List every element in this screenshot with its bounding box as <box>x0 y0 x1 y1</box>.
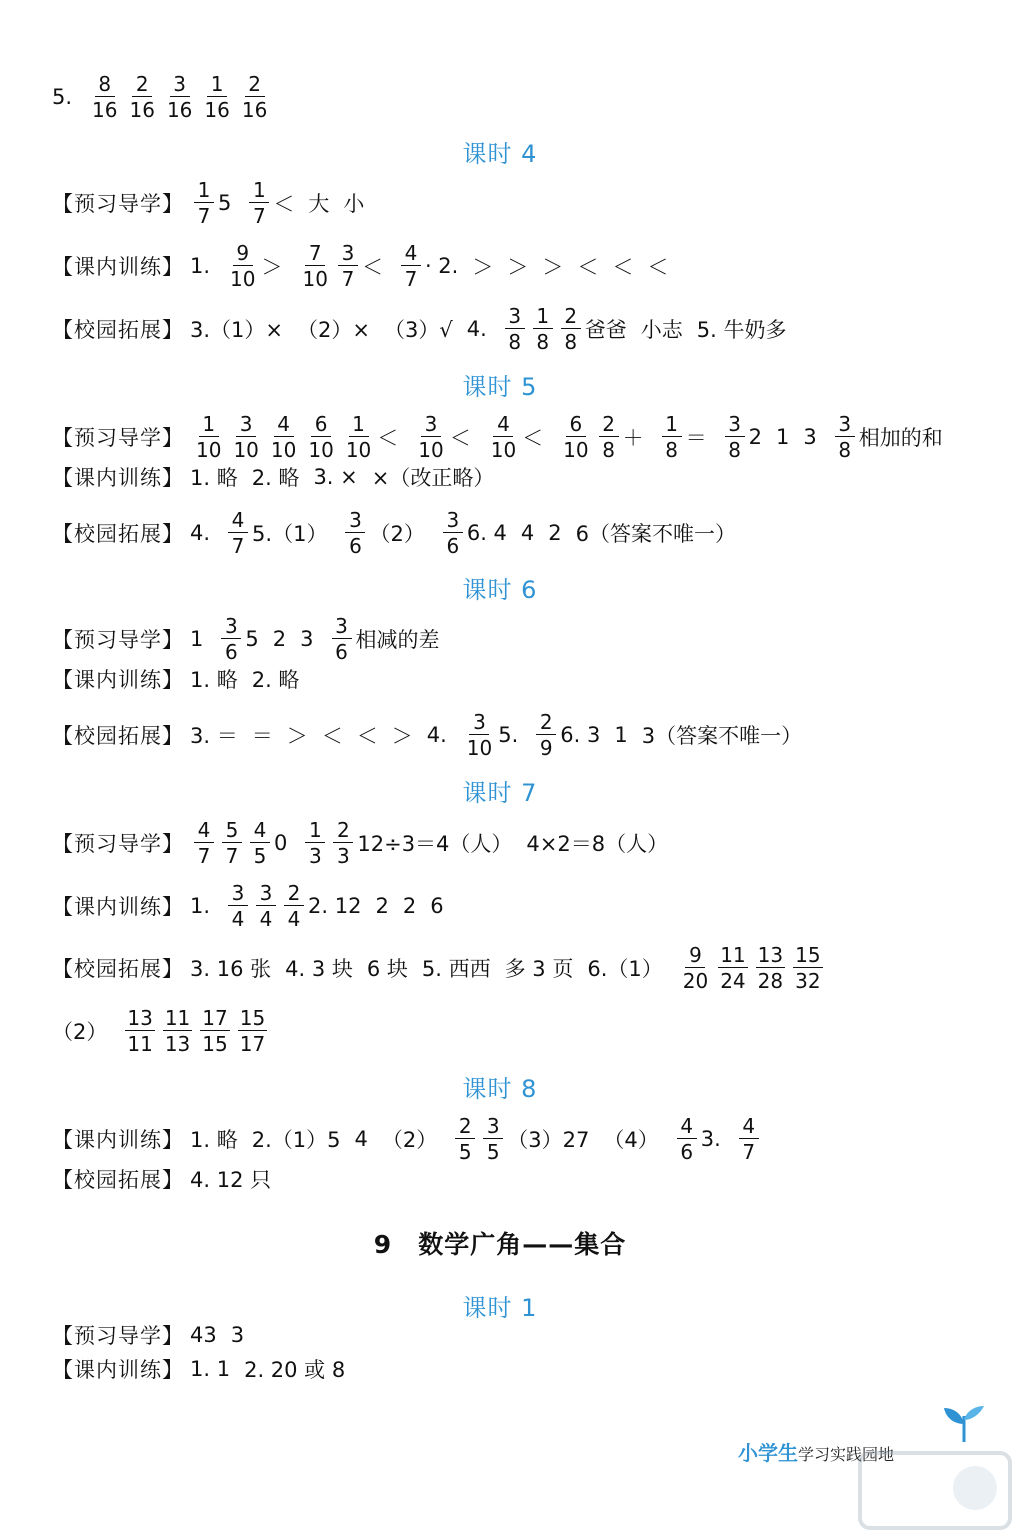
answer-text: 43 <box>190 1323 217 1347</box>
answer-row <box>52 74 273 120</box>
answer-text: 1. <box>190 894 211 918</box>
answer-text: 1 <box>776 425 790 449</box>
denominator: 10 <box>466 736 493 760</box>
watermark-icon <box>855 1448 1015 1533</box>
numerator: 13 <box>127 1006 153 1030</box>
fraction <box>416 414 445 460</box>
numerator: 1 <box>662 414 682 437</box>
lesson-heading: 课时 4 <box>462 140 538 168</box>
numerator: 1 <box>207 74 227 97</box>
numerator: 3 <box>421 414 441 437</box>
denominator: 8 <box>536 330 550 354</box>
numerator: 15 <box>239 1006 266 1030</box>
fraction <box>200 1008 229 1054</box>
numerator: 3 <box>338 243 358 266</box>
answer-row <box>52 1008 271 1054</box>
answer-row <box>52 664 313 694</box>
numerator: 2 <box>284 883 304 906</box>
answer-text: ＜ <box>377 426 399 450</box>
numerator: 3 <box>443 510 463 533</box>
fraction <box>250 820 270 866</box>
answer-text: 小志 <box>640 318 683 342</box>
denominator: 10 <box>196 438 222 462</box>
denominator: 32 <box>795 969 821 993</box>
denominator: 7 <box>231 534 245 558</box>
denominator: 10 <box>302 267 328 291</box>
answer-text: ＝ <box>685 426 707 450</box>
denominator: 6 <box>335 640 348 664</box>
fraction <box>228 243 257 289</box>
denominator: 6 <box>680 1140 694 1164</box>
answer-row <box>52 1320 258 1350</box>
denominator: 5 <box>253 844 267 868</box>
denominator: 9 <box>539 736 553 760</box>
answer-text: 4 <box>354 1127 368 1151</box>
numerator: 8 <box>95 74 115 97</box>
answer-text: 2 <box>375 894 389 918</box>
answer-text: 5 <box>245 627 259 651</box>
denominator: 16 <box>129 98 155 122</box>
numerator: 9 <box>685 945 705 968</box>
answer-row <box>52 616 454 662</box>
numerator: 3 <box>332 616 352 639</box>
denominator: 10 <box>490 438 517 462</box>
lesson-heading: 课时 5 <box>462 373 538 401</box>
section-label: 【课内训练】 <box>52 466 184 490</box>
answer-text: 6（答案不唯一） <box>575 522 737 546</box>
fraction <box>238 1008 267 1054</box>
answer-text: 3. ＝ <box>190 724 238 748</box>
fraction <box>128 74 157 120</box>
answer-text: ＜ <box>612 255 634 279</box>
answer-text: 2. 12 <box>308 894 362 918</box>
answer-row <box>52 180 378 226</box>
fraction <box>306 414 335 460</box>
numerator: 1 <box>194 180 214 203</box>
answer-text: 2 <box>272 627 287 651</box>
denominator: 7 <box>253 204 266 228</box>
fraction <box>345 510 365 556</box>
answer-row <box>52 945 827 991</box>
answer-text: 1. 略 <box>190 466 238 490</box>
denominator: 3 <box>309 844 322 868</box>
numerator: 3 <box>345 510 365 533</box>
fraction <box>725 414 745 460</box>
fraction <box>533 306 553 352</box>
answer-text: ＞ <box>542 255 564 279</box>
fraction <box>332 616 352 662</box>
lesson-heading: 课时 8 <box>462 1075 538 1103</box>
section-label: 【课内训练】 <box>52 1358 184 1382</box>
numerator: 5 <box>222 820 242 843</box>
answer-text: ＞ <box>507 255 529 279</box>
numerator: 4 <box>250 820 270 843</box>
fraction <box>249 180 269 226</box>
fraction <box>599 414 619 460</box>
answer-row <box>52 1116 763 1162</box>
denominator: 10 <box>308 438 334 462</box>
answer-text: 0 <box>274 831 288 855</box>
numerator: 9 <box>233 243 253 266</box>
answer-text: 12÷3＝4（人） <box>357 832 513 856</box>
answer-text: 1 <box>614 723 628 747</box>
answer-row <box>52 510 750 556</box>
numerator: 3 <box>256 883 276 906</box>
section-label: 【校园拓展】 <box>52 522 184 546</box>
denominator: 10 <box>345 438 372 462</box>
answer-text: ＞ <box>286 724 308 748</box>
answer-text: （2） <box>52 1020 108 1044</box>
denominator: 4 <box>287 907 301 931</box>
denominator: 7 <box>404 267 418 291</box>
numerator: 2 <box>245 74 265 97</box>
denominator: 10 <box>233 438 259 462</box>
answer-row <box>52 243 682 289</box>
numerator: 4 <box>739 1116 759 1139</box>
fraction <box>202 74 231 120</box>
answer-text: 4. 3 块 <box>285 957 353 981</box>
denominator: 16 <box>92 98 118 122</box>
answer-text: 5. <box>498 723 519 747</box>
answer-text: 4. <box>190 521 211 545</box>
answer-text: 4. <box>466 317 487 341</box>
answer-text: 2.（1）5 <box>251 1128 341 1152</box>
answer-text: 爸爸 <box>584 318 627 342</box>
fraction <box>483 1116 503 1162</box>
fraction <box>344 414 373 460</box>
section-label: 【校园拓展】 <box>52 318 184 342</box>
section-label: 【课内训练】 <box>52 895 184 919</box>
answer-text: 3 <box>803 425 817 449</box>
answer-text: 1. 1 <box>190 1357 231 1381</box>
fraction <box>536 712 556 758</box>
fraction <box>284 883 304 929</box>
numerator: 1 <box>533 306 553 329</box>
fraction <box>301 243 330 289</box>
answer-text: （2） <box>369 522 425 546</box>
numerator: 2 <box>536 712 556 735</box>
answer-text: ＜ <box>356 724 378 748</box>
numerator: 3 <box>835 414 855 437</box>
lesson-heading: 课时 1 <box>462 1294 538 1322</box>
denominator: 5 <box>486 1140 500 1164</box>
denominator: 10 <box>418 438 444 462</box>
lesson-heading: 课时 6 <box>462 576 538 604</box>
numerator: 17 <box>202 1006 228 1030</box>
numerator: 3 <box>236 414 256 437</box>
numerator: 4 <box>401 243 421 266</box>
fraction <box>163 1008 192 1054</box>
fraction <box>739 1116 759 1162</box>
answer-text: 2. 20 或 8 <box>244 1358 346 1382</box>
section-label: 【预习导学】 <box>52 192 184 216</box>
numerator: 3 <box>170 74 190 97</box>
denominator: 7 <box>341 267 355 291</box>
denominator: 4 <box>231 907 245 931</box>
answer-text: 5. 西西 <box>421 957 491 981</box>
answer-text: ＜ <box>273 192 295 216</box>
numerator: 2 <box>455 1116 475 1139</box>
answer-text: · 2. <box>424 254 459 278</box>
answer-text: 1. <box>190 254 211 278</box>
chapter-title: 9 数学广角——集合 <box>373 1230 627 1259</box>
section-label: 【预习导学】 <box>52 426 184 450</box>
numerator: 15 <box>795 943 821 967</box>
numerator: 4 <box>493 414 513 437</box>
answer-row <box>52 820 682 866</box>
fraction <box>505 306 525 352</box>
numerator: 2 <box>599 414 619 437</box>
answer-text: 5 <box>218 191 232 215</box>
denominator: 10 <box>563 438 589 462</box>
numerator: 1 <box>199 414 219 437</box>
answer-row <box>52 712 816 758</box>
answer-text: 3. × <box>313 465 358 489</box>
denominator: 17 <box>239 1032 266 1056</box>
section-label: 【校园拓展】 <box>52 724 184 748</box>
numerator: 2 <box>333 820 353 843</box>
denominator: 11 <box>127 1032 153 1056</box>
section-label: 【预习导学】 <box>52 1324 184 1348</box>
answer-text: 小 <box>343 192 365 216</box>
answer-text: ＞ <box>391 724 413 748</box>
answer-text: 6.（1） <box>587 957 663 981</box>
answer-text: （2）× <box>297 318 370 342</box>
denominator: 10 <box>230 267 256 291</box>
numerator: 4 <box>194 820 214 843</box>
numerator: 11 <box>720 943 746 967</box>
fraction <box>194 414 223 460</box>
denominator: 24 <box>720 969 746 993</box>
denominator: 7 <box>742 1140 756 1164</box>
answer-row <box>52 462 508 492</box>
answer-text: ＜ <box>449 426 471 450</box>
section-label: 【校园拓展】 <box>52 1168 184 1192</box>
numerator: 13 <box>757 943 784 967</box>
answer-text: 相减的差 <box>355 628 440 652</box>
numerator: 6 <box>311 414 331 437</box>
answer-row <box>52 1164 285 1194</box>
denominator: 4 <box>259 907 273 931</box>
section-label: 【课内训练】 <box>52 255 184 279</box>
answer-text: 5. <box>52 85 73 109</box>
answer-text: 相加的和 <box>858 426 943 450</box>
answer-text: 5.（1） <box>252 522 328 546</box>
fraction <box>793 945 822 991</box>
denominator: 7 <box>197 204 211 228</box>
fraction <box>718 945 747 991</box>
numerator: 4 <box>677 1116 697 1139</box>
answer-text: 3（答案不唯一） <box>641 724 803 748</box>
answer-text: 4. 12 只 <box>190 1168 272 1192</box>
answer-text: 6 块 <box>366 957 408 981</box>
answer-text: 2. 略 <box>251 466 300 490</box>
denominator: 8 <box>838 438 852 462</box>
answer-text: （4） <box>603 1128 659 1152</box>
denominator: 15 <box>202 1032 228 1056</box>
fraction <box>231 414 260 460</box>
denominator: 8 <box>564 330 578 354</box>
answer-text: 3.（1）× <box>190 318 283 342</box>
denominator: 20 <box>682 969 709 993</box>
answer-text: ＞ <box>261 255 283 279</box>
fraction <box>240 74 269 120</box>
denominator: 16 <box>204 98 230 122</box>
brand-subtitle: 学习实践园地 <box>798 1445 895 1464</box>
fraction <box>338 243 358 289</box>
answer-text: 4 <box>520 521 535 545</box>
answer-text: 1 <box>190 627 204 651</box>
numerator: 3 <box>228 883 248 906</box>
fraction <box>165 74 194 120</box>
fraction <box>194 820 214 866</box>
section-label: 【课内训练】 <box>52 1128 184 1152</box>
numerator: 3 <box>483 1116 503 1139</box>
fraction <box>305 820 325 866</box>
fraction <box>333 820 353 866</box>
section-label: 【预习导学】 <box>52 832 184 856</box>
answer-text: 1. 略 <box>190 1128 238 1152</box>
fraction <box>228 883 248 929</box>
numerator: 2 <box>561 306 581 329</box>
answer-text: 6. 3 <box>560 723 601 747</box>
numerator: 2 <box>132 74 152 97</box>
fraction <box>835 414 855 460</box>
fraction <box>677 1116 697 1162</box>
answer-text: ＞ <box>472 255 494 279</box>
numerator: 1 <box>349 414 369 437</box>
numerator: 3 <box>505 306 525 329</box>
answer-text: （3）27 <box>507 1128 590 1152</box>
denominator: 13 <box>164 1032 191 1056</box>
answer-row <box>52 883 458 929</box>
denominator: 16 <box>166 98 193 122</box>
fraction <box>269 414 298 460</box>
answer-text: 3 <box>300 627 314 651</box>
answer-text: 6 <box>430 894 444 918</box>
answer-text: 2. 略 <box>251 668 300 692</box>
fraction <box>222 820 242 866</box>
numerator: 3 <box>221 616 241 639</box>
answer-text: ＜ <box>522 426 544 450</box>
answer-text: 2 <box>402 894 417 918</box>
answer-text: 2 <box>548 521 562 545</box>
fraction <box>228 510 248 556</box>
answer-text: 2 <box>748 425 762 449</box>
fraction <box>561 306 581 352</box>
fraction <box>401 243 421 289</box>
answer-text: 3. <box>700 1127 721 1151</box>
brand-name: 小学生 <box>738 1441 798 1465</box>
fraction <box>561 414 590 460</box>
answer-text: 3 <box>230 1323 245 1347</box>
answer-text: 4×2＝8（人） <box>526 832 669 856</box>
fraction <box>90 74 119 120</box>
leaf-icon <box>940 1404 988 1444</box>
answer-text: ＝ <box>251 724 273 748</box>
fraction <box>489 414 518 460</box>
numerator: 1 <box>305 820 325 843</box>
denominator: 3 <box>337 844 350 868</box>
denominator: 8 <box>508 330 522 354</box>
answer-text: 1. 略 <box>190 668 238 692</box>
denominator: 8 <box>602 438 615 462</box>
answer-text: 4. <box>426 723 447 747</box>
numerator: 3 <box>469 712 489 735</box>
denominator: 8 <box>728 438 741 462</box>
fraction <box>125 1008 154 1054</box>
lesson-heading: 课时 7 <box>462 779 538 807</box>
numerator: 6 <box>566 414 586 437</box>
answer-text: ＋ <box>622 426 644 450</box>
section-label: 【预习导学】 <box>52 628 184 652</box>
answer-text: ＜ <box>647 255 669 279</box>
denominator: 5 <box>458 1140 472 1164</box>
fraction <box>256 883 276 929</box>
numerator: 11 <box>164 1006 191 1030</box>
numerator: 4 <box>274 414 294 437</box>
section-label: 【课内训练】 <box>52 668 184 692</box>
answer-text: ＜ <box>361 255 383 279</box>
numerator: 1 <box>249 180 269 203</box>
denominator: 8 <box>665 438 678 462</box>
answer-text: 5. 牛奶多 <box>696 318 787 342</box>
numerator: 3 <box>725 414 745 437</box>
denominator: 16 <box>241 98 268 122</box>
fraction <box>221 616 241 662</box>
answer-text: ＜ <box>577 255 599 279</box>
fraction <box>443 510 463 556</box>
denominator: 6 <box>446 534 460 558</box>
answer-text: 3. 16 张 <box>190 957 272 981</box>
denominator: 28 <box>757 969 784 993</box>
answer-text: 多 3 页 <box>504 957 574 981</box>
answer-text: ×（改正略） <box>371 466 495 490</box>
denominator: 7 <box>225 844 239 868</box>
fraction <box>756 945 785 991</box>
fraction <box>681 945 710 991</box>
answer-text: （2） <box>381 1128 438 1152</box>
answer-text: （3）√ <box>383 318 453 342</box>
answer-text: 6. 4 <box>466 521 507 545</box>
fraction <box>662 414 682 460</box>
answer-text: ＜ <box>321 724 343 748</box>
section-label: 【校园拓展】 <box>52 957 184 981</box>
answer-row <box>52 306 800 352</box>
numerator: 7 <box>305 243 325 266</box>
answer-row <box>52 1354 359 1384</box>
numerator: 4 <box>228 510 248 533</box>
denominator: 6 <box>225 640 238 664</box>
denominator: 7 <box>197 844 211 868</box>
answer-text: 大 <box>308 192 330 216</box>
answer-row <box>52 414 957 460</box>
fraction <box>194 180 214 226</box>
fraction <box>455 1116 475 1162</box>
denominator: 6 <box>349 534 362 558</box>
denominator: 10 <box>270 438 297 462</box>
fraction <box>465 712 494 758</box>
